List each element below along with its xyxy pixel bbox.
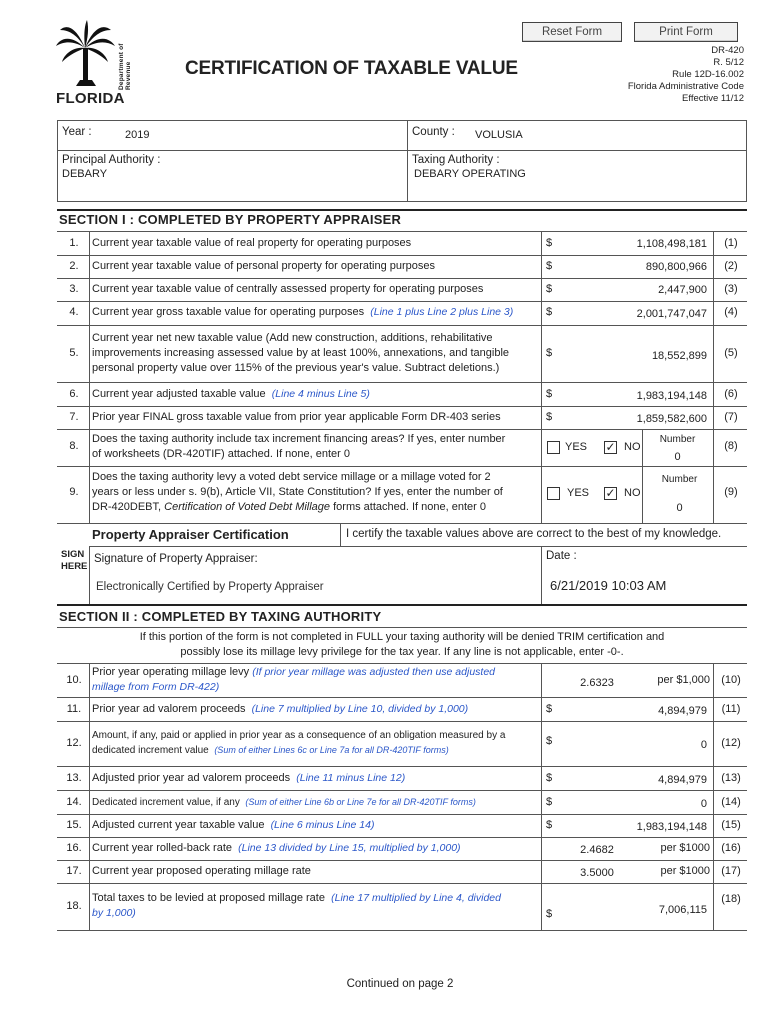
line16-note: (Line 13 divided by Line 15, multiplied by 1,000) (238, 842, 461, 854)
line17-number: 17. (66, 865, 82, 877)
line14-dollar: $ (546, 796, 553, 808)
line1-description: Current year taxable value of real property for operating purposes (92, 237, 412, 249)
section2-intro (57, 630, 747, 660)
line2-dollar: $ (546, 260, 553, 272)
line8-text-2: of worksheets (DR-420TIF) attached. If none, enter 0 (92, 448, 351, 460)
line12-note: (Sum of either Lines 6c or Line 7a for all DR-420TIF forms) (214, 745, 449, 755)
line9-description (92, 470, 503, 515)
line7-value[interactable]: 1,859,582,600 (636, 413, 707, 425)
line8-number-field[interactable]: 0 (674, 451, 681, 463)
line7-description: Prior year FINAL gross taxable value from prior year applicable Form DR-403 series (92, 411, 501, 423)
line12-text-2: dedicated increment value (92, 745, 209, 756)
year-field[interactable]: 2019 (125, 129, 150, 141)
line6-value[interactable]: 1,983,194,148 (636, 390, 707, 402)
line5-dollar: $ (546, 347, 553, 359)
line9-text-3a: DR-420DEBT, (92, 501, 165, 513)
taxing-authority-field[interactable]: DEBARY OPERATING (414, 168, 526, 180)
line9-text-3c: forms attached. If none, enter 0 (330, 501, 486, 513)
line18-text: Total taxes to be levied at proposed millage rate (92, 892, 325, 904)
line10-value[interactable]: 2.6323 (580, 677, 614, 689)
line9-number: 9. (69, 486, 79, 498)
line9-text-3 (92, 500, 503, 515)
date-field[interactable]: 6/21/2019 10:03 AM (550, 578, 667, 593)
line15-number: 15. (66, 819, 82, 831)
county-field[interactable]: VOLUSIA (475, 129, 523, 141)
line8-yes-checkbox[interactable] (547, 441, 560, 454)
line11-value[interactable]: 4,894,979 (658, 705, 707, 717)
line5-text-2: improvements increasing assessed value by at least 100%, annexations, and tangible (92, 347, 510, 359)
info-box (57, 120, 747, 202)
line1-value[interactable]: 1,108,498,181 (636, 238, 707, 250)
line11-dollar: $ (546, 703, 553, 715)
line6-note: (Line 4 minus Line 5) (271, 388, 370, 400)
line8-description (92, 432, 505, 462)
line5-number: 5. (69, 347, 79, 359)
line8-number: 8. (69, 440, 79, 452)
line11-text: Prior year ad valorem proceeds (92, 703, 246, 715)
form-effective: Effective 11/12 (682, 93, 744, 104)
line13-number: 13. (66, 772, 82, 784)
line10-note-1: (If prior year millage was adjusted then use adjusted (252, 666, 496, 678)
taxing-authority-label: Taxing Authority : (412, 154, 500, 166)
line16-number: 16. (66, 842, 82, 854)
line13-note: (Line 11 minus Line 12) (296, 772, 406, 784)
line13-description (92, 771, 405, 786)
form-rule: Rule 12D-16.002 (672, 69, 744, 80)
line7-dollar: $ (546, 411, 553, 423)
date-label: Date : (546, 550, 577, 562)
line10-unit: per $1,000 (657, 674, 710, 686)
signature-field[interactable]: Electronically Certified by Property Appraiser (96, 581, 324, 593)
line5-text-1: Current year net new taxable value (Add new construction, additions, rehabilitative (92, 332, 493, 344)
line18-dollar: $ (546, 908, 553, 920)
line18-number: 18. (66, 900, 82, 912)
line6-ref: (6) (724, 388, 738, 400)
line6-description (92, 387, 370, 402)
line6-dollar: $ (546, 388, 553, 400)
line14-value[interactable]: 0 (700, 798, 707, 810)
line5-description (92, 331, 509, 376)
certification-statement: I certify the taxable values above are correct to the best of my knowledge. (346, 528, 722, 540)
line8-ref: (8) (724, 440, 738, 452)
line16-value[interactable]: 2.4682 (580, 844, 614, 856)
line10-description (92, 665, 495, 695)
line15-ref: (15) (721, 819, 741, 831)
line18-ref: (18) (721, 893, 741, 905)
line17-ref: (17) (721, 865, 741, 877)
line12-value[interactable]: 0 (700, 739, 707, 751)
signature-label: Signature of Property Appraiser: (94, 553, 258, 565)
line4-value[interactable]: 2,001,747,047 (636, 308, 707, 320)
line18-description (92, 891, 501, 921)
line1-number: 1. (69, 237, 79, 249)
line4-note: (Line 1 plus Line 2 plus Line 3) (370, 306, 514, 318)
line8-text-1: Does the taxing authority include tax increment financing areas? If yes, enter number (92, 433, 506, 445)
line9-number-field[interactable]: 0 (676, 502, 683, 514)
section1-title: SECTION I : COMPLETED BY PROPERTY APPRAISER (59, 212, 402, 227)
sign-text: SIGN (61, 549, 85, 560)
line9-number-label: Number (661, 474, 698, 485)
line15-note: (Line 6 minus Line 14) (270, 819, 375, 831)
line12-text-1: Amount, if any, paid or applied in prior year as a consequence of an obligation measured by a (92, 730, 506, 741)
form-id: DR-420 (711, 45, 744, 56)
line9-no-label: NO (624, 487, 641, 499)
line14-description (92, 795, 476, 810)
year-label: Year : (62, 126, 92, 138)
sign-here-label (61, 549, 87, 573)
line16-ref: (16) (721, 842, 741, 854)
form-revision: R. 5/12 (713, 57, 744, 68)
line10-note-2: millage from Form DR-422) (92, 681, 220, 693)
line15-dollar: $ (546, 819, 553, 831)
line15-value[interactable]: 1,983,194,148 (636, 821, 707, 833)
print-form-button[interactable]: Print Form (634, 22, 738, 42)
line1-ref: (1) (724, 237, 738, 249)
line13-text: Adjusted prior year ad valorem proceeds (92, 772, 291, 784)
certification-title: Property Appraiser Certification (92, 527, 289, 542)
line12-ref: (12) (721, 737, 741, 749)
line4-description (92, 305, 513, 320)
line1-dollar: $ (546, 237, 553, 249)
line16-unit: per $1000 (660, 842, 710, 854)
florida-dor-logo (56, 20, 132, 108)
line3-description: Current year taxable value of centrally assessed property for operating purposes (92, 283, 484, 295)
line3-value[interactable]: 2,447,900 (658, 284, 707, 296)
line4-text: Current year gross taxable value for operating purposes (92, 306, 365, 318)
line6-text: Current year adjusted taxable value (92, 388, 266, 400)
line16-text: Current year rolled-back rate (92, 842, 233, 854)
line16-description (92, 841, 461, 856)
line9-no-checkbox[interactable]: ✓ (605, 486, 616, 500)
here-text: HERE (61, 561, 88, 572)
line4-dollar: $ (546, 306, 553, 318)
line12-number: 12. (66, 737, 82, 749)
line14-number: 14. (66, 796, 82, 808)
line3-dollar: $ (546, 283, 553, 295)
line10-ref: (10) (721, 674, 741, 686)
line14-note: (Sum of either Line 6b or Line 7e for all DR-420TIF forms) (245, 797, 476, 807)
logo-state-text: FLORIDA (56, 90, 125, 107)
principal-authority-label: Principal Authority : (62, 154, 161, 166)
principal-authority-field[interactable]: DEBARY (62, 168, 108, 180)
line13-ref: (13) (721, 772, 741, 784)
line7-number: 7. (69, 411, 79, 423)
section2-intro-2: possibly lose its millage levy privilege for the tax year. If any line is not applicable, enter -0-. (180, 646, 624, 658)
line17-unit: per $1000 (660, 865, 710, 877)
line11-ref: (11) (721, 703, 741, 715)
line10-number: 10. (66, 674, 82, 686)
line9-text-2: years or less under s. 9(b), Article VII, State Constitution? If yes, enter the number of (92, 486, 503, 498)
line17-value[interactable]: 3.5000 (580, 867, 614, 879)
palm-tree-icon (56, 20, 116, 90)
line10-text: Prior year operating millage levy (92, 666, 250, 678)
line18-note-2: by 1,000) (92, 907, 136, 919)
line12-description (92, 729, 505, 758)
line11-note: (Line 7 multiplied by Line 10, divided by 1,000) (251, 703, 469, 715)
line13-value[interactable]: 4,894,979 (658, 774, 707, 786)
county-label: County : (412, 126, 455, 138)
line2-number: 2. (69, 260, 79, 272)
line9-yes-label: YES (567, 487, 590, 499)
line13-dollar: $ (546, 772, 553, 784)
logo-department-text: Department of Revenue (118, 43, 132, 90)
section2-title: SECTION II : COMPLETED BY TAXING AUTHORITY (59, 609, 382, 624)
line6-number: 6. (69, 388, 79, 400)
line12-dollar: $ (546, 735, 553, 747)
line3-ref: (3) (724, 283, 738, 295)
line7-ref: (7) (724, 411, 738, 423)
line8-yes-label: YES (565, 441, 588, 453)
line15-text: Adjusted current year taxable value (92, 819, 265, 831)
line5-value[interactable]: 18,552,899 (651, 350, 707, 362)
form-meta (628, 45, 744, 105)
form-title: CERTIFICATION OF TAXABLE VALUE (185, 58, 518, 79)
line9-yes-checkbox[interactable] (547, 487, 560, 500)
section2-intro-1: If this portion of the form is not completed in FULL your taxing authority will be denied TRIM certification and (139, 631, 665, 643)
line5-text-3: personal property value over 115% of the previous year's value. Subtract deletions.) (92, 362, 500, 374)
line18-note-1: (Line 17 multiplied by Line 4, divided (331, 892, 501, 904)
line18-value[interactable]: 7,006,115 (658, 904, 707, 916)
line14-ref: (14) (721, 796, 741, 808)
line8-no-checkbox[interactable]: ✓ (605, 440, 616, 454)
reset-form-button[interactable]: Reset Form (522, 22, 622, 42)
line4-ref: (4) (724, 306, 738, 318)
line9-ref: (9) (724, 486, 738, 498)
continued-footer: Continued on page 2 (346, 978, 454, 990)
line2-ref: (2) (724, 260, 738, 272)
line2-value[interactable]: 890,800,966 (645, 261, 707, 273)
line15-description (92, 818, 374, 833)
line11-description (92, 702, 468, 717)
line8-number-label: Number (659, 434, 696, 445)
line4-number: 4. (69, 306, 79, 318)
line9-text-1: Does the taxing authority levy a voted debt service millage or a millage voted for 2 (92, 471, 491, 483)
form-code: Florida Administrative Code (627, 81, 744, 92)
line3-number: 3. (69, 283, 79, 295)
line9-text-3b: Certification of Voted Debt Millage (164, 501, 331, 513)
line2-description: Current year taxable value of personal property for operating purposes (92, 260, 436, 272)
line14-text: Dedicated increment value, if any (92, 797, 240, 808)
line17-description: Current year proposed operating millage rate (92, 865, 311, 877)
line11-number: 11. (66, 703, 82, 715)
line8-no-label: NO (624, 441, 641, 453)
line5-ref: (5) (724, 347, 738, 359)
